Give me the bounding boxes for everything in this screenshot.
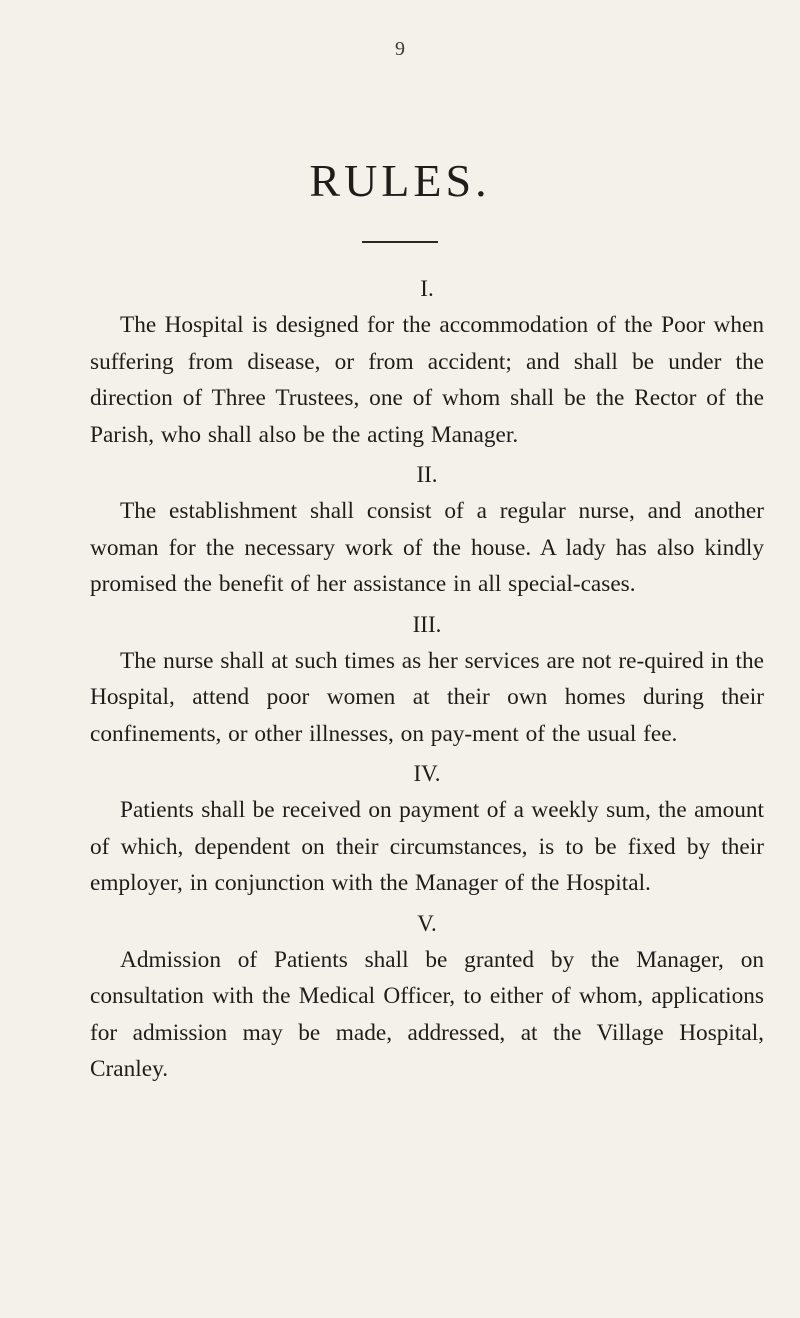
rule-numeral: IV. [413,761,441,786]
rule-text: The Hospital is designed for the accommodation of the Poor when suffering from disease, or from accident; and shall be under the direction of Three Trustees, one of whom shall be the Rector of the Parish, who shall also be the acting Manager. [90,312,764,448]
rule-text: Admission of Patients shall be granted by the Manager, on consultation with the Medical Officer, to either of whom, applications for admission may be made, addressed, at the Village Hospital, Cranley. [90,946,764,1082]
page-number: 9 [395,38,405,60]
rule-numeral: II. [416,462,438,487]
rule-5 [90,906,764,1088]
rule-2 [90,457,764,603]
rule-text: Patients shall be received on payment of a weekly sum, the amount of which, dependent on their circumstances, is to be fixed by their employer, in conjunction with the Manager of the Hospital. [90,797,764,896]
rule-text: The establishment shall consist of a regular nurse, and another woman for the necessary work of the house. A lady has also kindly promised the benefit of her assistance in all special-cases. [90,498,764,597]
rule-3 [90,607,764,753]
rule-text: The nurse shall at such times as her services are not re-quired in the Hospital, attend poor women at their own homes during their confinements, or other illnesses, on pay-ment of the usual fee. [90,647,764,747]
rule-numeral: III. [412,611,442,637]
title-divider [362,241,438,243]
rule-1 [90,271,764,453]
rules-list [90,271,764,1092]
rule-numeral: V. [417,910,437,936]
page-title: RULES. [309,155,491,206]
rule-numeral: I. [420,276,434,301]
rule-4 [90,756,764,902]
